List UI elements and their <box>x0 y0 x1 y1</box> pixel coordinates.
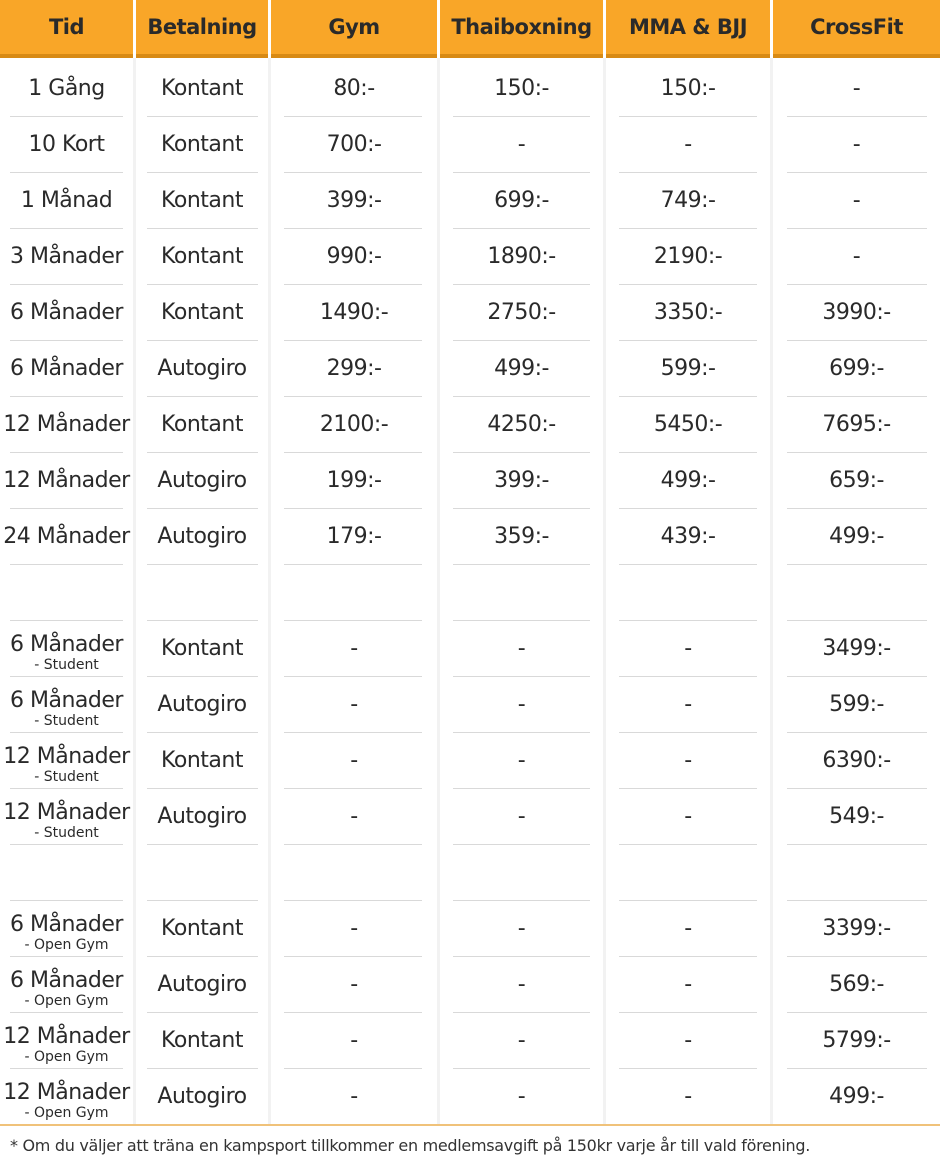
cell-betalning-value: Autogiro <box>157 804 247 829</box>
tid-subtitle: - Open Gym <box>24 936 109 953</box>
cell-betalning <box>136 453 268 509</box>
table-row <box>0 341 940 397</box>
cell-gym-value: - <box>350 748 358 773</box>
cell-crossfit-value: 3399:- <box>822 916 891 941</box>
cell-gym-value: - <box>350 972 358 997</box>
table-row <box>0 453 940 509</box>
cell-mma-bjj <box>606 509 770 565</box>
cell-gym <box>271 453 437 509</box>
tid-subtitle: - Student <box>34 656 99 673</box>
table-header-row <box>0 0 940 58</box>
cell-crossfit-value: - <box>852 244 861 269</box>
cell-gym <box>271 621 437 677</box>
table-row <box>0 733 940 789</box>
cell-mma-bjj <box>606 229 770 285</box>
cell-tid-value: 6 Månader <box>10 631 123 657</box>
cell-thaiboxning <box>440 957 603 1013</box>
cell-betalning-value: Kontant <box>161 748 243 773</box>
cell-tid-value: 3 Månader <box>10 244 123 269</box>
cell-mma-bjj-value: - <box>684 1028 692 1053</box>
cell-mma-bjj <box>606 621 770 677</box>
cell-crossfit-value: 6390:- <box>822 748 891 773</box>
cell-tid <box>0 341 133 397</box>
cell-mma-bjj <box>606 341 770 397</box>
cell-crossfit <box>773 901 940 957</box>
tid-subtitle: - Open Gym <box>24 1104 109 1121</box>
cell-tid <box>0 397 133 453</box>
cell-thaiboxning-value: - <box>517 132 526 157</box>
cell-mma-bjj-value: 150:- <box>660 76 716 101</box>
cell-betalning <box>136 733 268 789</box>
cell-crossfit-value: 599:- <box>829 692 884 717</box>
cell-tid <box>0 509 133 565</box>
cell-mma-bjj <box>606 845 770 901</box>
cell-gym <box>271 565 437 621</box>
cell-crossfit-value: 7695:- <box>822 412 891 437</box>
cell-thaiboxning-value: 1890:- <box>487 244 556 269</box>
cell-tid-value: 12 Månader <box>3 468 130 493</box>
table-row <box>0 173 940 229</box>
cell-tid-value: 12 Månader <box>3 1023 130 1049</box>
cell-crossfit <box>773 285 940 341</box>
cell-crossfit <box>773 229 940 285</box>
cell-gym <box>271 677 437 733</box>
cell-gym <box>271 61 437 117</box>
header-thaiboxning: Thaiboxning <box>440 0 603 58</box>
cell-thaiboxning-value: 150:- <box>494 76 549 101</box>
header-mma-bjj: MMA & BJJ <box>606 0 770 58</box>
cell-tid-value: 6 Månader <box>10 300 123 325</box>
cell-betalning <box>136 1069 268 1125</box>
cell-gym-value: 2100:- <box>319 412 389 437</box>
cell-mma-bjj-value: - <box>684 1084 692 1109</box>
tid-subtitle: - Open Gym <box>24 992 109 1009</box>
cell-thaiboxning <box>440 173 603 229</box>
cell-gym <box>271 733 437 789</box>
cell-betalning-value: Autogiro <box>157 356 247 381</box>
cell-betalning-value: Autogiro <box>157 972 247 997</box>
cell-mma-bjj <box>606 677 770 733</box>
cell-betalning <box>136 397 268 453</box>
cell-betalning <box>136 229 268 285</box>
cell-crossfit-value: - <box>852 76 861 101</box>
cell-tid-value: 12 Månader <box>3 799 130 825</box>
cell-mma-bjj-value: 3350:- <box>653 300 723 325</box>
table-row <box>0 509 940 565</box>
cell-crossfit <box>773 61 940 117</box>
cell-betalning-value: Kontant <box>161 412 243 437</box>
cell-crossfit <box>773 341 940 397</box>
cell-mma-bjj-value: 499:- <box>660 468 716 493</box>
cell-mma-bjj-value: - <box>684 972 692 997</box>
cell-tid <box>0 789 133 845</box>
cell-mma-bjj <box>606 733 770 789</box>
cell-thaiboxning-value: - <box>517 804 526 829</box>
cell-thaiboxning <box>440 677 603 733</box>
cell-tid <box>0 565 133 621</box>
cell-crossfit-value: 499:- <box>829 1084 884 1109</box>
header-betalning: Betalning <box>136 0 268 58</box>
cell-mma-bjj <box>606 957 770 1013</box>
table-row <box>0 397 940 453</box>
cell-mma-bjj <box>606 453 770 509</box>
table-row <box>0 901 940 957</box>
table-row <box>0 789 940 845</box>
cell-tid <box>0 61 133 117</box>
cell-betalning <box>136 61 268 117</box>
cell-crossfit-value: 3499:- <box>822 636 891 661</box>
cell-gym <box>271 285 437 341</box>
cell-tid <box>0 901 133 957</box>
cell-gym-value: 399:- <box>326 188 382 213</box>
cell-thaiboxning <box>440 789 603 845</box>
cell-betalning <box>136 117 268 173</box>
cell-thaiboxning-value: 699:- <box>494 188 549 213</box>
cell-thaiboxning-value: - <box>517 972 526 997</box>
cell-betalning <box>136 789 268 845</box>
cell-gym-value: - <box>350 804 358 829</box>
cell-thaiboxning <box>440 509 603 565</box>
cell-gym-value: - <box>350 916 358 941</box>
cell-gym-value: 199:- <box>326 468 382 493</box>
cell-mma-bjj <box>606 901 770 957</box>
cell-thaiboxning-value: 2750:- <box>487 300 556 325</box>
cell-tid-value: 12 Månader <box>3 1079 130 1105</box>
cell-crossfit-value: - <box>852 188 861 213</box>
cell-crossfit-value: - <box>852 132 861 157</box>
cell-betalning-value: Autogiro <box>157 524 247 549</box>
cell-mma-bjj-value: 599:- <box>660 356 716 381</box>
header-tid: Tid <box>0 0 133 58</box>
footnote: * Om du väljer att träna en kampsport tillkommer en medlemsavgift på 150kr varje år till vald förening. <box>10 1136 811 1155</box>
table-row <box>0 1069 940 1125</box>
cell-thaiboxning-value: 359:- <box>494 524 549 549</box>
cell-thaiboxning <box>440 341 603 397</box>
cell-crossfit <box>773 845 940 901</box>
cell-tid-value: 12 Månader <box>3 412 130 437</box>
cell-thaiboxning <box>440 565 603 621</box>
cell-thaiboxning-value: - <box>517 916 526 941</box>
cell-crossfit-value: 659:- <box>829 468 884 493</box>
cell-thaiboxning <box>440 397 603 453</box>
cell-tid <box>0 677 133 733</box>
cell-tid <box>0 621 133 677</box>
cell-crossfit <box>773 509 940 565</box>
cell-crossfit <box>773 117 940 173</box>
cell-crossfit-value: 3990:- <box>822 300 891 325</box>
cell-thaiboxning <box>440 117 603 173</box>
cell-tid-value: 6 Månader <box>10 687 123 713</box>
cell-tid <box>0 229 133 285</box>
table-row <box>0 61 940 117</box>
cell-mma-bjj <box>606 117 770 173</box>
cell-betalning-value: Kontant <box>161 76 243 101</box>
cell-gym-value: 1490:- <box>319 300 389 325</box>
cell-crossfit <box>773 733 940 789</box>
cell-mma-bjj <box>606 173 770 229</box>
cell-thaiboxning <box>440 1013 603 1069</box>
cell-betalning <box>136 901 268 957</box>
cell-gym-value: 80:- <box>333 76 375 101</box>
table-row <box>0 957 940 1013</box>
cell-tid-value: 6 Månader <box>10 967 123 993</box>
cell-crossfit-value: 549:- <box>829 804 884 829</box>
cell-mma-bjj-value: - <box>684 636 692 661</box>
cell-tid-value: 10 Kort <box>28 132 105 157</box>
cell-betalning-value: Autogiro <box>157 1084 247 1109</box>
cell-gym-value: 990:- <box>326 244 382 269</box>
cell-tid-value: 24 Månader <box>3 524 130 549</box>
tid-subtitle: - Student <box>34 824 99 841</box>
cell-mma-bjj-value: 439:- <box>660 524 716 549</box>
cell-betalning <box>136 1013 268 1069</box>
cell-tid <box>0 733 133 789</box>
cell-gym-value: - <box>350 1084 358 1109</box>
table-row <box>0 285 940 341</box>
cell-mma-bjj <box>606 789 770 845</box>
cell-thaiboxning <box>440 733 603 789</box>
cell-thaiboxning <box>440 1069 603 1125</box>
cell-tid-value: 6 Månader <box>10 356 123 381</box>
cell-betalning-value: Kontant <box>161 300 243 325</box>
cell-tid <box>0 117 133 173</box>
table-row <box>0 229 940 285</box>
cell-betalning <box>136 621 268 677</box>
cell-tid <box>0 453 133 509</box>
cell-tid <box>0 285 133 341</box>
cell-tid-value: 12 Månader <box>3 743 130 769</box>
table-row <box>0 677 940 733</box>
cell-betalning <box>136 845 268 901</box>
cell-mma-bjj-value: 5450:- <box>653 412 723 437</box>
cell-mma-bjj-value: 749:- <box>660 188 716 213</box>
cell-betalning-value: Kontant <box>161 188 243 213</box>
cell-gym-value: 179:- <box>326 524 382 549</box>
cell-gym <box>271 397 437 453</box>
cell-betalning <box>136 173 268 229</box>
table-row <box>0 845 940 901</box>
cell-mma-bjj <box>606 565 770 621</box>
cell-tid-value: 6 Månader <box>10 911 123 937</box>
cell-thaiboxning-value: - <box>517 692 526 717</box>
cell-tid <box>0 173 133 229</box>
cell-gym <box>271 117 437 173</box>
cell-thaiboxning-value: 499:- <box>494 356 549 381</box>
tid-subtitle: - Student <box>34 712 99 729</box>
cell-mma-bjj <box>606 1069 770 1125</box>
cell-mma-bjj-value: - <box>684 132 692 157</box>
cell-crossfit <box>773 173 940 229</box>
cell-mma-bjj-value: 2190:- <box>653 244 723 269</box>
cell-mma-bjj-value: - <box>684 916 692 941</box>
cell-betalning-value: Kontant <box>161 132 243 157</box>
cell-thaiboxning-value: 4250:- <box>487 412 556 437</box>
cell-mma-bjj-value: - <box>684 692 692 717</box>
cell-crossfit <box>773 1013 940 1069</box>
cell-mma-bjj <box>606 397 770 453</box>
cell-betalning <box>136 957 268 1013</box>
cell-gym-value: 700:- <box>326 132 382 157</box>
cell-crossfit <box>773 397 940 453</box>
cell-thaiboxning <box>440 453 603 509</box>
cell-thaiboxning <box>440 901 603 957</box>
cell-crossfit-value: 499:- <box>829 524 884 549</box>
cell-thaiboxning-value: - <box>517 748 526 773</box>
header-crossfit: CrossFit <box>773 0 940 58</box>
cell-mma-bjj <box>606 61 770 117</box>
cell-gym-value: - <box>350 636 358 661</box>
cell-betalning <box>136 509 268 565</box>
cell-mma-bjj-value: - <box>684 748 692 773</box>
cell-gym <box>271 1069 437 1125</box>
cell-crossfit-value: 569:- <box>829 972 884 997</box>
tid-subtitle: - Open Gym <box>24 1048 109 1065</box>
cell-thaiboxning <box>440 229 603 285</box>
cell-tid <box>0 845 133 901</box>
cell-gym <box>271 229 437 285</box>
table-row <box>0 565 940 621</box>
tid-subtitle: - Student <box>34 768 99 785</box>
cell-tid <box>0 957 133 1013</box>
cell-betalning <box>136 565 268 621</box>
cell-gym <box>271 341 437 397</box>
cell-gym <box>271 509 437 565</box>
cell-betalning-value: Kontant <box>161 636 243 661</box>
cell-betalning <box>136 677 268 733</box>
cell-thaiboxning <box>440 621 603 677</box>
cell-crossfit-value: 699:- <box>829 356 884 381</box>
cell-betalning <box>136 341 268 397</box>
cell-thaiboxning <box>440 845 603 901</box>
cell-mma-bjj-value: - <box>684 804 692 829</box>
cell-gym-value: 299:- <box>326 356 382 381</box>
cell-crossfit-value: 5799:- <box>822 1028 891 1053</box>
cell-crossfit <box>773 957 940 1013</box>
cell-gym <box>271 1013 437 1069</box>
cell-crossfit <box>773 565 940 621</box>
cell-gym <box>271 845 437 901</box>
cell-crossfit <box>773 1069 940 1125</box>
cell-mma-bjj <box>606 285 770 341</box>
cell-mma-bjj <box>606 1013 770 1069</box>
cell-thaiboxning-value: - <box>517 636 526 661</box>
cell-thaiboxning-value: - <box>517 1028 526 1053</box>
cell-gym <box>271 901 437 957</box>
cell-thaiboxning <box>440 285 603 341</box>
table-bottom-border <box>0 1124 940 1126</box>
cell-thaiboxning-value: - <box>517 1084 526 1109</box>
cell-thaiboxning <box>440 61 603 117</box>
cell-betalning-value: Kontant <box>161 244 243 269</box>
table-row <box>0 621 940 677</box>
cell-betalning-value: Kontant <box>161 1028 243 1053</box>
cell-gym-value: - <box>350 692 358 717</box>
cell-gym <box>271 173 437 229</box>
cell-tid-value: 1 Månad <box>20 188 113 213</box>
cell-gym <box>271 957 437 1013</box>
cell-betalning-value: Autogiro <box>157 692 247 717</box>
header-gym: Gym <box>271 0 437 58</box>
cell-gym <box>271 789 437 845</box>
table-row <box>0 117 940 173</box>
cell-crossfit <box>773 453 940 509</box>
cell-betalning-value: Kontant <box>161 916 243 941</box>
cell-gym-value: - <box>350 1028 358 1053</box>
cell-tid <box>0 1013 133 1069</box>
cell-betalning-value: Autogiro <box>157 468 247 493</box>
cell-betalning <box>136 285 268 341</box>
cell-tid <box>0 1069 133 1125</box>
cell-thaiboxning-value: 399:- <box>494 468 549 493</box>
cell-crossfit <box>773 621 940 677</box>
cell-tid-value: 1 Gång <box>28 76 105 101</box>
cell-crossfit <box>773 789 940 845</box>
table-row <box>0 1013 940 1069</box>
cell-crossfit <box>773 677 940 733</box>
